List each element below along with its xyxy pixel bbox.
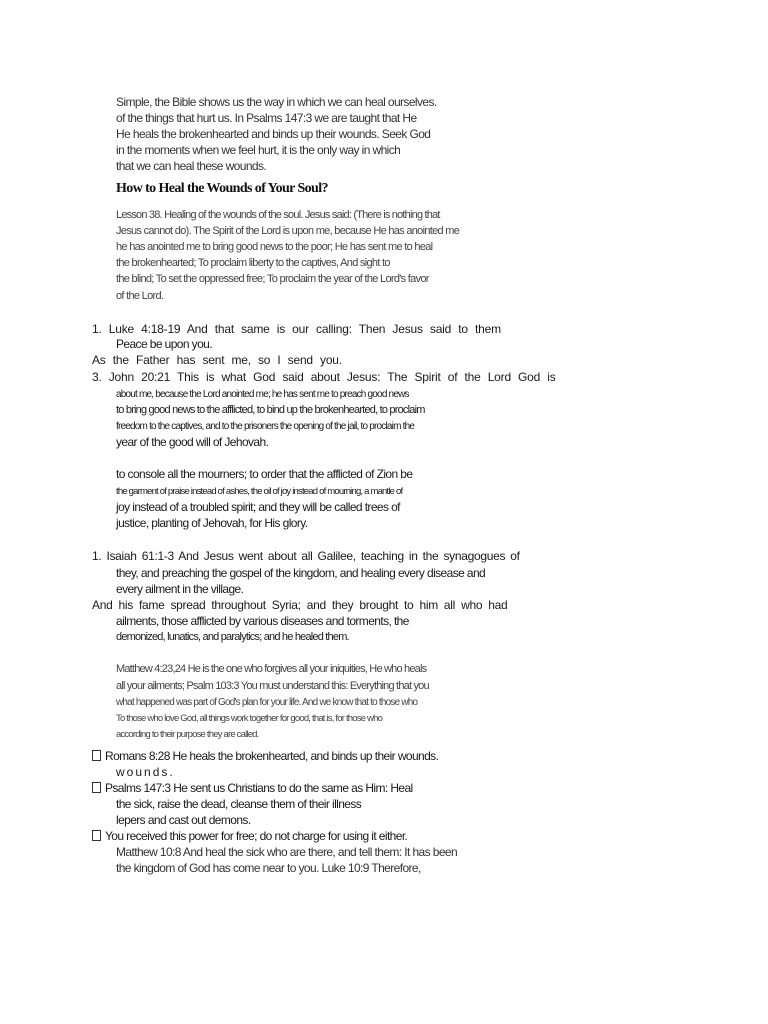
paragraph-line: what happened was part of God's plan for your life. And we know that to those who [116, 697, 418, 708]
checkbox-glyph-icon [92, 830, 101, 841]
bullet-text: Psalms 147:3 He sent us Christians to do the same as Him: Heal [105, 781, 413, 795]
intro-line: Simple, the Bible shows us the way in which we can heal ourselves. [116, 95, 437, 109]
bullet-item [92, 749, 438, 764]
bullet-continuation: lepers and cast out demons. [116, 813, 251, 827]
list-item-continuation: ailments, those afflicted by various diseases and torments, the [116, 614, 409, 628]
paragraph-line: the garment of praise instead of ashes, the oil of joy instead of mourning, a mantle of [116, 486, 403, 497]
paragraph-line: joy instead of a troubled spirit; and they will be called trees of [116, 500, 400, 514]
section-heading: How to Heal the Wounds of Your Soul? [116, 181, 328, 196]
bullet-text: Romans 8:28 He heals the brokenhearted, and binds up their wounds. [105, 749, 439, 763]
bullet-item [92, 829, 407, 844]
intro-line: in the moments when we feel hurt, it is the only way in which [116, 143, 401, 157]
intro-line: He heals the brokenhearted and binds up their wounds. Seek God [116, 127, 431, 141]
paragraph-line: to console all the mourners; to order that the afflicted of Zion be [116, 467, 413, 481]
lesson-line: the brokenhearted; To proclaim liberty to the captives, And sight to [116, 257, 390, 269]
list-item-continuation: Peace be upon you. [116, 337, 212, 351]
paragraph-line: justice, planting of Jehovah, for His glory. [116, 516, 308, 530]
paragraph-line: Matthew 4:23,24 He is the one who forgives all your iniquities, He who heals [116, 663, 427, 675]
list-item-continuation: every ailment in the village. [116, 582, 244, 596]
bullet-continuation: Matthew 10:8 And heal the sick who are there, and tell them: It has been [116, 845, 458, 859]
bullet-continuation: wounds. [116, 765, 175, 779]
list-item-continuation: about me, because the Lord anointed me; he has sent me to preach good news [116, 389, 409, 400]
checkbox-glyph-icon [92, 750, 101, 761]
lesson-line: he has anointed me to bring good news to the poor; He has sent me to heal [116, 241, 433, 253]
paragraph-line: all your ailments; Psalm 103:3 You must understand this: Everything that you [116, 680, 429, 692]
list-item: As the Father has sent me, so I send you. [92, 353, 342, 367]
bullet-text: You received this power for free; do not charge for using it either. [105, 829, 408, 843]
lesson-line: of the Lord. [116, 290, 164, 302]
checkbox-glyph-icon [92, 782, 101, 793]
lesson-line: Jesus cannot do). The Spirit of the Lord is upon me, because He has anointed me [116, 225, 460, 237]
list-item: 1. Isaiah 61:1-3 And Jesus went about all Galilee, teaching in the synagogues of [92, 549, 520, 563]
list-item-continuation: they, and preaching the gospel of the kingdom, and healing every disease and [116, 566, 486, 580]
list-item-continuation: year of the good will of Jehovah. [116, 435, 269, 449]
list-item: And his fame spread throughout Syria; and they brought to him all who had [92, 598, 508, 612]
intro-line: of the things that hurt us. In Psalms 147:3 we are taught that He [116, 111, 417, 125]
list-item-continuation: to bring good news to the afflicted, to bind up the brokenhearted, to proclaim [116, 404, 425, 416]
lesson-line: Lesson 38. Healing of the wounds of the soul. Jesus said: (There is nothing that [116, 209, 440, 221]
bullet-continuation: the kingdom of God has come near to you. Luke 10:9 Therefore, [116, 861, 421, 875]
list-item-continuation: freedom to the captives, and to the prisoners the opening of the jail, to proclaim the [116, 421, 415, 432]
list-item-continuation: demonized, lunatics, and paralytics; and he healed them. [116, 631, 349, 643]
lesson-line: the blind; To set the oppressed free; To proclaim the year of the Lord's favor [116, 273, 429, 285]
paragraph-line: To those who love God, all things work together for good, that is, for those who [116, 713, 383, 724]
list-item: 1. Luke 4:18-19 And that same is our calling: Then Jesus said to them [92, 322, 501, 336]
bullet-item [92, 781, 413, 796]
list-item: 3. John 20:21 This is what God said about Jesus: The Spirit of the Lord God is [92, 370, 556, 384]
intro-line: that we can heal these wounds. [116, 159, 267, 173]
bullet-continuation: the sick, raise the dead, cleanse them of their illness [116, 797, 362, 811]
paragraph-line: according to their purpose they are called. [116, 729, 259, 740]
